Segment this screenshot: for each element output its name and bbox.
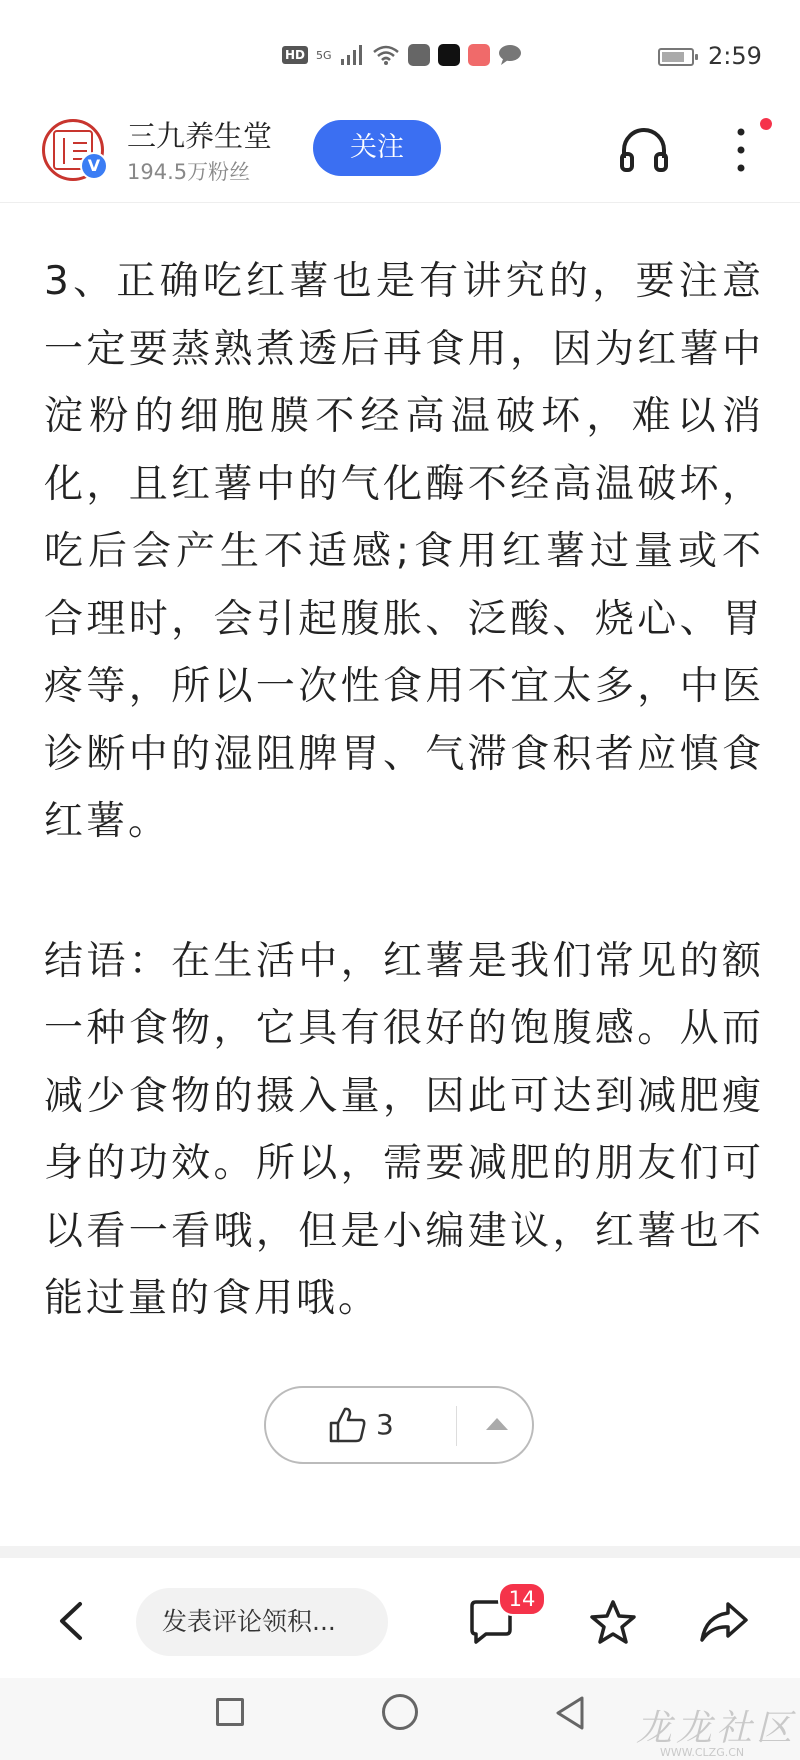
- book-app-icon: [468, 44, 490, 66]
- section-divider: [0, 1546, 800, 1558]
- back-icon[interactable]: [554, 1694, 586, 1732]
- watermark-url: WWW.CLZG.CN: [660, 1746, 745, 1759]
- headphone-icon[interactable]: [618, 124, 670, 176]
- article-paragraph: 结语：在生活中，红薯是我们常见的额一种食物，它具有很好的饱腹感。从而减少食物的摄入量，因此可达到减肥瘦身的功效。所以，需要减肥的朋友们可以看一看哦，但是小编建议，红薯也不能过量的食用哦。: [44, 938, 764, 1321]
- expand-up-icon[interactable]: [486, 1418, 508, 1430]
- watermark-logo: 龙龙社区: [636, 1708, 797, 1749]
- like-count: 3: [376, 1408, 394, 1441]
- article-paragraph: 3、正确吃红薯也是有讲究的，要注意一定要蒸熟煮透后再食用，因为红薯中淀粉的细胞膜不经高温破坏，难以消化，且红薯中的气化酶不经高温破坏，吃后会产生不适感;食用红薯过量或不合理时，会引起腹胀、泛酸、烧心、胃疼等，所以一次性食用不宜太多，中医诊断中的湿阻脾胃、气滞食积者应慎食红薯。: [44, 259, 764, 844]
- divider: [456, 1406, 457, 1446]
- battery-level: [662, 52, 684, 62]
- weibo-icon: [408, 44, 430, 66]
- bottom-action-bar: [0, 1558, 800, 1678]
- clock: 2:59: [708, 42, 762, 70]
- follow-button[interactable]: 关注: [313, 120, 441, 176]
- verified-badge: V: [80, 152, 108, 180]
- battery-icon: [658, 48, 694, 66]
- comment-count-badge: 14: [498, 1582, 546, 1616]
- home-icon[interactable]: [382, 1694, 418, 1730]
- article-body: [44, 248, 764, 1405]
- star-icon[interactable]: [588, 1598, 638, 1646]
- back-arrow-icon[interactable]: [52, 1600, 92, 1642]
- notification-dot: [760, 118, 772, 130]
- chat-icon: [498, 44, 522, 66]
- signal-icon: [340, 44, 364, 66]
- like-bar: [264, 1386, 534, 1464]
- recent-apps-icon[interactable]: [216, 1698, 244, 1726]
- thumbs-up-icon[interactable]: [328, 1406, 368, 1444]
- status-icons: [282, 44, 522, 66]
- hd-icon: HD: [282, 46, 308, 64]
- wifi-icon: [372, 44, 400, 66]
- author-name[interactable]: 三九养生堂: [127, 119, 273, 153]
- comment-input[interactable]: 发表评论领积...: [136, 1588, 388, 1656]
- network-type: 5G: [316, 48, 332, 62]
- tiktok-icon: [438, 44, 460, 66]
- status-bar: [0, 0, 800, 110]
- article-header: [0, 106, 800, 203]
- share-icon[interactable]: [698, 1598, 750, 1646]
- follower-count: 194.5万粉丝: [127, 160, 251, 184]
- more-options-icon[interactable]: [734, 124, 748, 176]
